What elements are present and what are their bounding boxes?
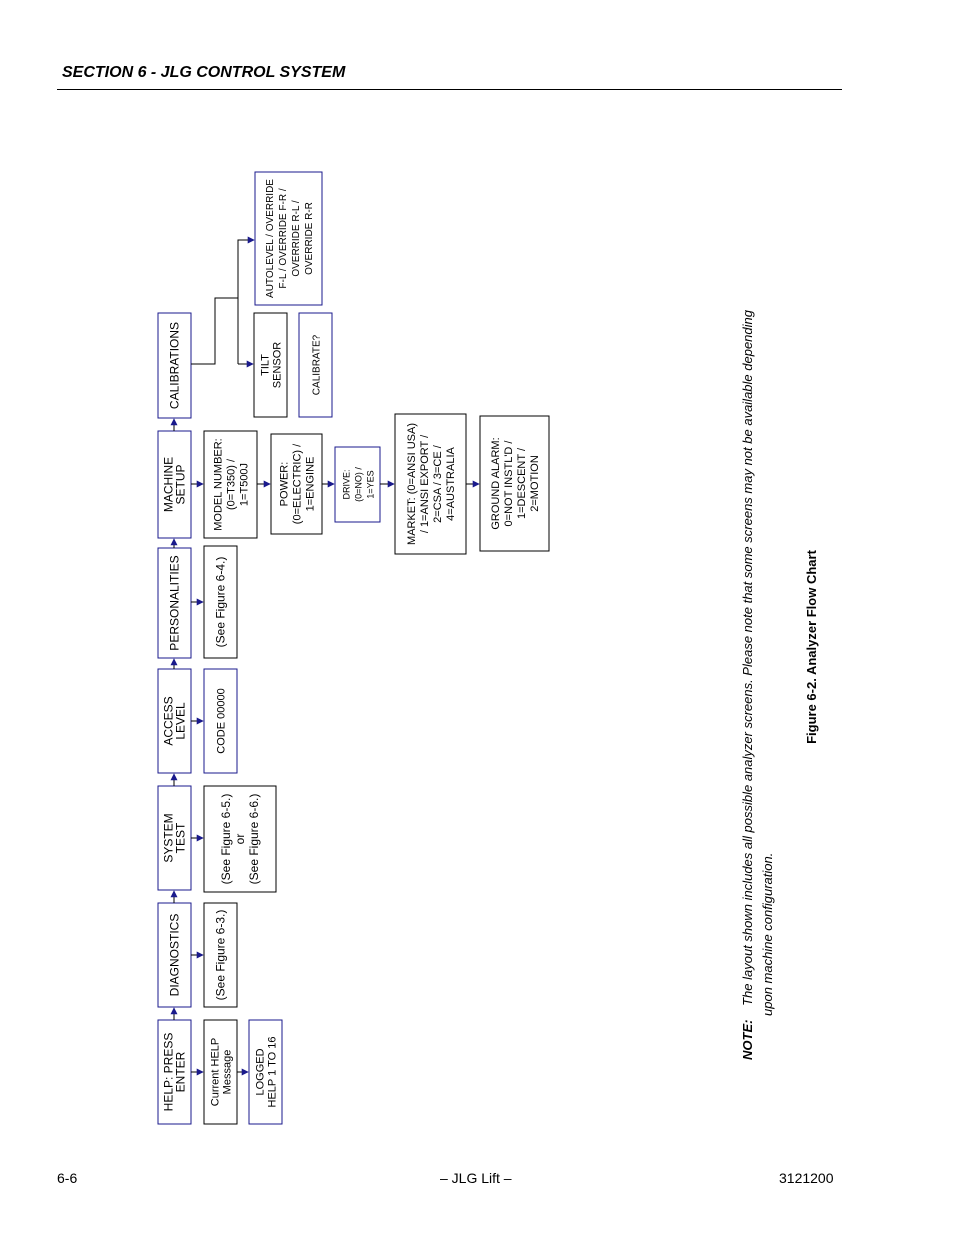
label-line: ENTER [173,1051,188,1093]
label-line: TEST [173,822,188,854]
label-line: / 1=ANSI EXPORT / [419,434,431,534]
menu-label-personalities [168,555,182,650]
label-line: POWER: [278,461,291,507]
menu-box-system-test [158,786,191,890]
menu-label-calibrations [168,322,182,409]
sub-box-power [271,434,322,534]
sub-box-ground-alarm [480,416,549,551]
label-line: 1=DESCENT / [516,447,528,520]
label-line: HELP 1 TO 16 [266,1036,279,1108]
figure-caption: Figure 6-2. Analyzer Flow Chart [804,550,819,744]
label-line: LEVEL [173,702,188,740]
svg-text:NOTE: The layout shown i [740,309,755,1060]
menu-label-machine-setup [162,457,188,512]
label-line: (See Figure 6-5.) [219,793,233,885]
label-line: GROUND ALARM: [490,437,502,530]
label-line: TILT [259,354,272,376]
label-line: (0=ELECTRIC) / [291,443,304,525]
menu-box-diagnostics [158,903,191,1007]
sub-box-help-logged [249,1020,282,1124]
note-line-1: The layout shown includes all possible analyzer screens. Please note that some screens may not be available depending [740,310,755,1006]
label-line: 2=CSA / 3=CE / [432,445,444,523]
menu-box-help [158,1020,191,1124]
menu-label-access-level [162,696,188,745]
label-line: 1=T500J [238,462,251,507]
label-line: or [233,833,247,845]
label-line: DRIVE: [341,469,352,500]
label-line: MARKET: (0=ANSI USA) [406,423,418,545]
label-line: AUTOLEVEL / OVERRIDE [265,179,276,298]
note-line-2: upon machine configuration. [760,852,775,1016]
sub-box-drive [335,447,380,522]
label-line: CODE 00000 [215,688,228,754]
sub-label-calibrate [312,334,323,395]
label-line: LOGGED [254,1048,267,1096]
label-line: HELP: PRESS [161,1032,176,1112]
sub-box-system-test-ref [204,786,276,892]
label-line: (0=T350) / [225,458,238,511]
label-line: (See Figure 6-4.) [213,556,228,648]
label-line: PERSONALITIES [167,555,182,651]
sub-box-model-number [204,431,257,538]
sub-box-personalities-ref [204,546,237,658]
label-line: SYSTEM [161,813,176,863]
sub-label-diagnostics-ref [214,910,228,1001]
label-line: Current HELP [209,1037,222,1107]
sub-label-drive [342,467,376,502]
sub-box-access-code [204,669,237,773]
menu-box-personalities [158,548,191,658]
sub-label-access-code [216,688,228,753]
label-line: 1=ENGINE [304,456,317,512]
label-line: 1=YES [365,470,376,499]
sub-box-market [395,414,466,554]
label-line: OVERRIDE R-R [304,202,315,275]
label-line: (See Figure 6-6.) [247,793,261,885]
label-line: (See Figure 6-3.) [213,909,228,1001]
note-block [740,309,775,1060]
sub-box-help-current [204,1020,237,1124]
label-line: SENSOR [271,341,284,389]
arrow-calibrations-autolevel [238,240,254,364]
menu-box-machine-setup [158,431,191,538]
sub-box-calibrate [299,313,332,417]
label-line: Message [221,1049,234,1095]
label-line: CALIBRATIONS [167,321,182,410]
label-line: (0=NO) / [353,467,364,502]
label-line: DIAGNOSTICS [167,913,182,997]
label-line: OVERRIDE R-L / [291,200,302,277]
label-line: 0=NOT INSTL'D / [503,440,515,527]
sub-box-autolevel [255,172,322,305]
menu-box-calibrations [158,313,191,418]
connector-calibrations [191,298,238,364]
label-line: 2=MOTION [529,455,541,512]
sub-box-diagnostics-ref [204,903,237,1007]
label-line: CALIBRATE? [311,334,323,396]
note-label: NOTE: [740,1019,755,1060]
label-line: ACCESS [161,696,176,746]
label-line: SETUP [173,464,188,505]
menu-label-diagnostics [168,914,182,997]
label-line: MODEL NUMBER: [212,438,225,531]
page-number: 6-6 [57,1170,78,1186]
sub-label-personalities-ref [214,557,228,648]
label-line: F-L / OVERRIDE F-R / [278,188,289,289]
label-line: 4=AUSTRALIA [445,447,457,521]
sub-box-tilt-sensor [254,313,287,417]
menu-box-access-level [158,669,191,773]
footer-center: – JLG Lift – [440,1170,512,1186]
document-number: 3121200 [779,1170,834,1186]
label-line: MACHINE [161,456,176,513]
section-header: SECTION 6 - JLG CONTROL SYSTEM [62,64,346,81]
